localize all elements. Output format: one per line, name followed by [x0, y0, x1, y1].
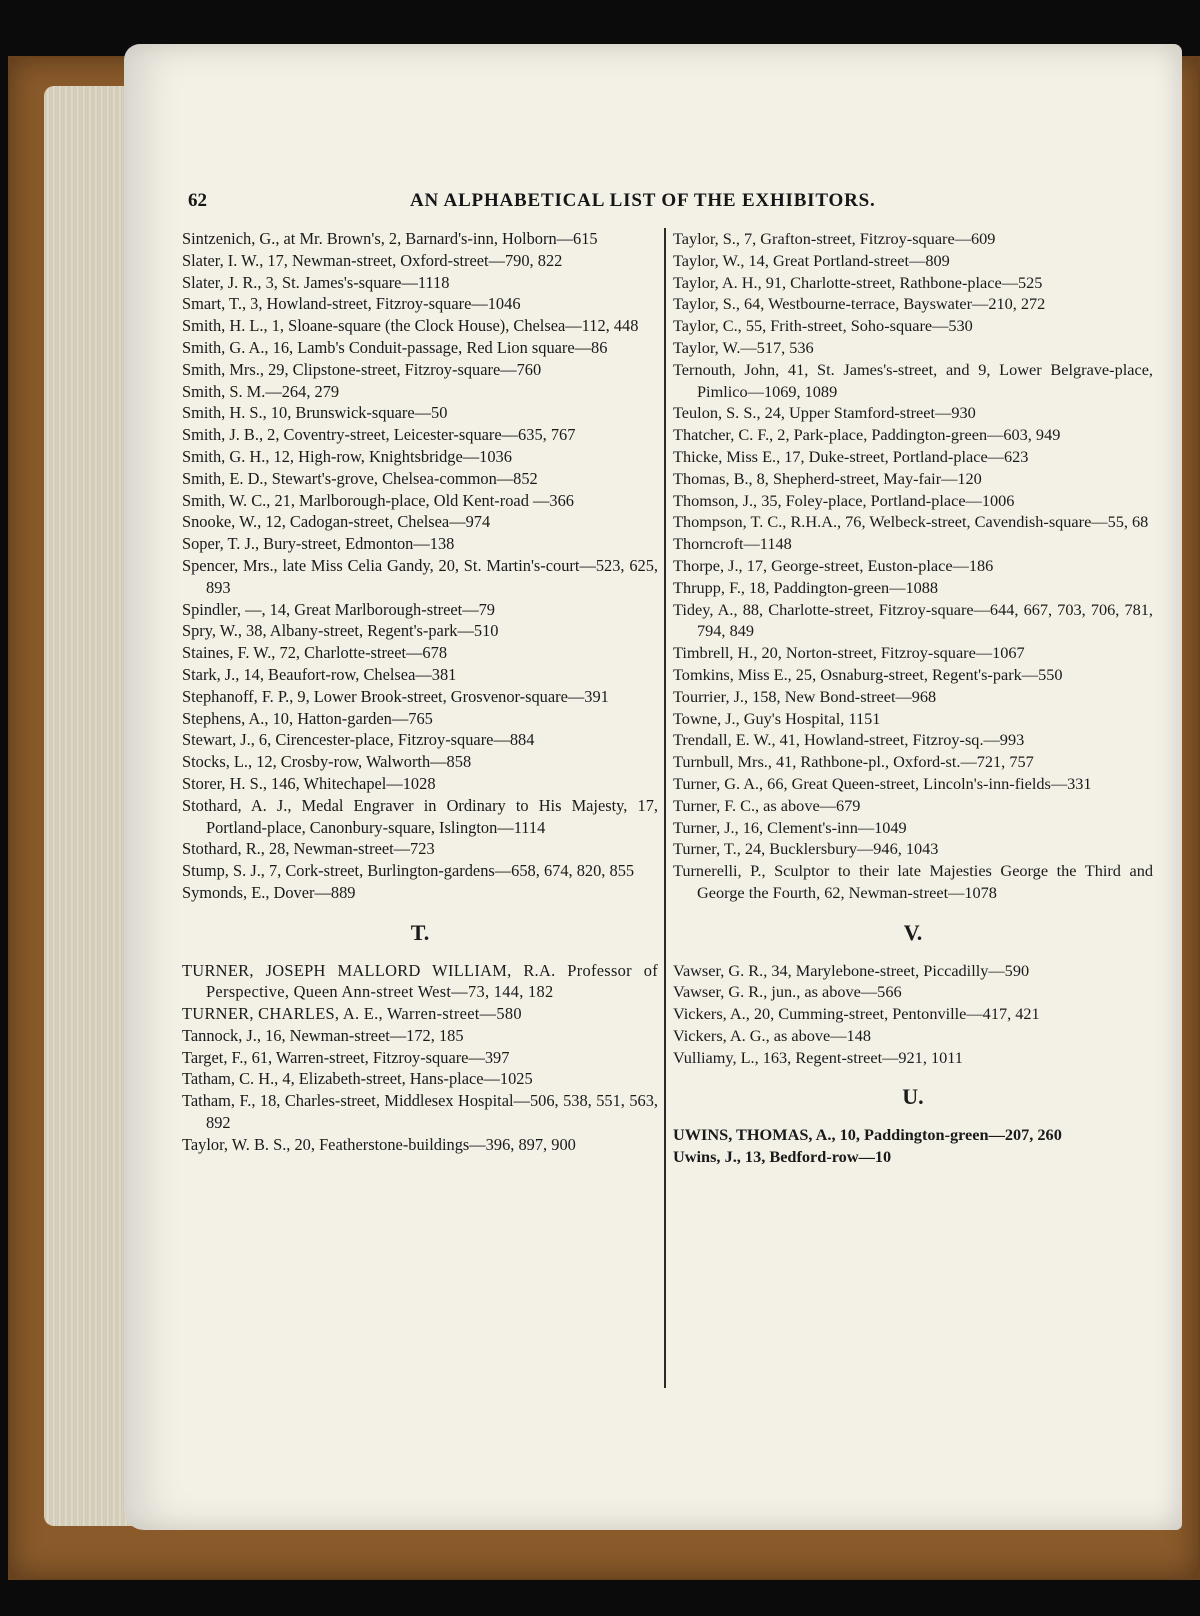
section-heading-t: T.: [410, 919, 430, 945]
list-item: Tatham, F., 18, Charles-street, Middlesex Hospital—506, 538, 551, 563, 892: [182, 1091, 658, 1133]
list-item: Sintzenich, G., at Mr. Brown's, 2, Barnard's-inn, Holborn—615: [182, 229, 598, 248]
list-item: Spry, W., 38, Albany-street, Regent's-park—510: [182, 621, 499, 641]
list-item: Uwins, J., 13, Bedford-row—10: [673, 1147, 892, 1167]
list-item: Smith, J. B., 2, Coventry-street, Leicester-square—635, 767: [182, 425, 576, 445]
list-item: Tatham, C. H., 4, Elizabeth-street, Hans-place—1025: [182, 1069, 533, 1089]
list-item: Taylor, W.—517, 536: [673, 337, 814, 357]
list-item: Taylor, W. B. S., 20, Featherstone-buildings—396, 897, 900: [182, 1134, 576, 1154]
list-item: Turner, T., 24, Bucklersbury—946, 1043: [673, 839, 939, 859]
list-item: TURNER, JOSEPH MALLORD WILLIAM, R.A. Professor of Perspective, Queen Ann-street West—73, 144, 182: [182, 960, 658, 1002]
list-item: Slater, J. R., 3, St. James's-square—1118: [182, 272, 450, 292]
list-item: Symonds, E., Dover—889: [182, 882, 356, 902]
list-item: Slater, I. W., 17, Newman-street, Oxford-street—790, 822: [182, 250, 563, 270]
list-item: Stump, S. J., 7, Cork-street, Burlington-gardens—658, 674, 820, 855: [182, 861, 635, 881]
page-edges: [44, 86, 132, 1526]
list-item: Tannock, J., 16, Newman-street—172, 185: [182, 1025, 464, 1045]
right-column: [673, 228, 1153, 1168]
list-item: Stocks, L., 12, Crosby-row, Walworth—858: [182, 752, 472, 772]
list-item: Taylor, C., 55, Frith-street, Soho-square—530: [673, 316, 973, 336]
list-item: Smith, E. D., Stewart's-grove, Chelsea-common—852: [182, 468, 538, 488]
list-item: Smith, G. H., 12, High-row, Knightsbridge—1036: [182, 446, 512, 466]
list-item: Spindler, —, 14, Great Marlborough-street—79: [182, 599, 495, 619]
list-item: Towne, J., Guy's Hospital, 1151: [673, 708, 881, 728]
list-item: Taylor, S., 7, Grafton-street, Fitzroy-square—609: [673, 229, 996, 248]
list-item: Vickers, A. G., as above—148: [673, 1025, 871, 1045]
list-item: Timbrell, H., 20, Norton-street, Fitzroy-square—1067: [673, 643, 1025, 663]
list-item: Tourrier, J., 158, New Bond-street—968: [673, 686, 937, 706]
list-item: Stewart, J., 6, Cirencester-place, Fitzroy-square—884: [182, 730, 535, 750]
list-item: Thicke, Miss E., 17, Duke-street, Portland-place—623: [673, 446, 1029, 466]
list-item: Smith, H. L., 1, Sloane-square (the Clock House), Chelsea—112, 448: [182, 316, 639, 336]
list-item: Storer, H. S., 146, Whitechapel—1028: [182, 773, 436, 793]
section-heading-v: V.: [903, 919, 923, 945]
list-item: UWINS, THOMAS, A., 10, Paddington-green—207, 260: [673, 1125, 1062, 1145]
list-item: Trendall, E. W., 41, Howland-street, Fitzroy-sq.—993: [673, 730, 1025, 750]
list-item: Thatcher, C. F., 2, Park-place, Paddington-green—603, 949: [673, 425, 1061, 445]
list-item: Stark, J., 14, Beaufort-row, Chelsea—381: [182, 664, 457, 684]
list-item: Turnerelli, P., Sculptor to their late Majesties George the Third and George the Fourth, 62, Newman-street—1078: [673, 861, 1153, 902]
list-item: Staines, F. W., 72, Charlotte-street—678: [182, 643, 448, 663]
list-item: Thompson, T. C., R.H.A., 76, Welbeck-street, Cavendish-square—55, 68: [673, 512, 1149, 532]
list-item: Tomkins, Miss E., 25, Osnaburg-street, Regent's-park—550: [673, 664, 1063, 684]
list-item: TURNER, CHARLES, A. E., Warren-street—580: [182, 1004, 522, 1024]
list-item: Turner, J., 16, Clement's-inn—1049: [673, 817, 907, 837]
list-item: Taylor, W., 14, Great Portland-street—809: [673, 250, 950, 270]
list-item: Stothard, R., 28, Newman-street—723: [182, 839, 435, 859]
list-item: Stephanoff, F. P., 9, Lower Brook-street, Grosvenor-square—391: [182, 686, 609, 706]
list-item: Stephens, A., 10, Hatton-garden—765: [182, 708, 433, 728]
list-item: Target, F., 61, Warren-street, Fitzroy-square—397: [182, 1047, 510, 1067]
list-item: Thomson, J., 35, Foley-place, Portland-place—1006: [673, 490, 1015, 510]
page-title: AN ALPHABETICAL LIST OF THE EXHIBITORS.: [410, 190, 876, 211]
list-item: Stothard, A. J., Medal Engraver in Ordinary to His Majesty, 17, Portland-place, Canonbury-square, Islington—1114: [182, 795, 658, 837]
list-item: Spencer, Mrs., late Miss Celia Gandy, 20, St. Martin's-court—523, 625, 893: [182, 555, 658, 597]
list-item: Turner, F. C., as above—679: [673, 795, 861, 815]
list-item: Ternouth, John, 41, St. James's-street, and 9, Lower Belgrave-place, Pimlico—1069, 1089: [673, 359, 1153, 401]
list-item: Smith, Mrs., 29, Clipstone-street, Fitzroy-square—760: [182, 359, 542, 379]
left-column: [182, 228, 658, 1156]
list-item: Smith, W. C., 21, Marlborough-place, Old Kent-road —366: [182, 490, 574, 510]
list-item: Soper, T. J., Bury-street, Edmonton—138: [182, 534, 455, 554]
list-item: Taylor, A. H., 91, Charlotte-street, Rathbone-place—525: [673, 272, 1043, 292]
list-item: Smith, S. M.—264, 279: [182, 381, 340, 401]
list-item: Taylor, S., 64, Westbourne-terrace, Bayswater—210, 272: [673, 294, 1046, 314]
column-divider: [664, 228, 666, 1388]
list-item: Turner, G. A., 66, Great Queen-street, Lincoln's-inn-fields—331: [673, 773, 1092, 793]
list-item: Turnbull, Mrs., 41, Rathbone-pl., Oxford-st.—721, 757: [673, 752, 1034, 772]
list-item: Tidey, A., 88, Charlotte-street, Fitzroy-square—644, 667, 703, 706, 781, 794, 849: [673, 599, 1153, 641]
list-item: Thomas, B., 8, Shepherd-street, May-fair—120: [673, 468, 982, 488]
list-item: Smith, G. A., 16, Lamb's Conduit-passage, Red Lion square—86: [182, 337, 608, 357]
list-item: Thorpe, J., 17, George-street, Euston-place—186: [673, 555, 994, 575]
page-header: [188, 190, 948, 216]
list-item: Vawser, G. R., 34, Marylebone-street, Piccadilly—590: [673, 960, 1030, 980]
list-item: Teulon, S. S., 24, Upper Stamford-street—930: [673, 403, 976, 423]
list-item: Smith, H. S., 10, Brunswick-square—50: [182, 403, 448, 423]
section-heading-u: U.: [902, 1084, 924, 1110]
list-item: Thorncroft—1148: [673, 534, 792, 554]
list-item: Snooke, W., 12, Cadogan-street, Chelsea—974: [182, 512, 491, 532]
list-item: Vickers, A., 20, Cumming-street, Pentonville—417, 421: [673, 1004, 1040, 1024]
list-item: Thrupp, F., 18, Paddington-green—1088: [673, 577, 939, 597]
list-item: Vulliamy, L., 163, Regent-street—921, 1011: [673, 1047, 963, 1067]
page-number: 62: [188, 190, 207, 211]
list-item: Smart, T., 3, Howland-street, Fitzroy-square—1046: [182, 294, 521, 314]
list-item: Vawser, G. R., jun., as above—566: [673, 982, 902, 1002]
